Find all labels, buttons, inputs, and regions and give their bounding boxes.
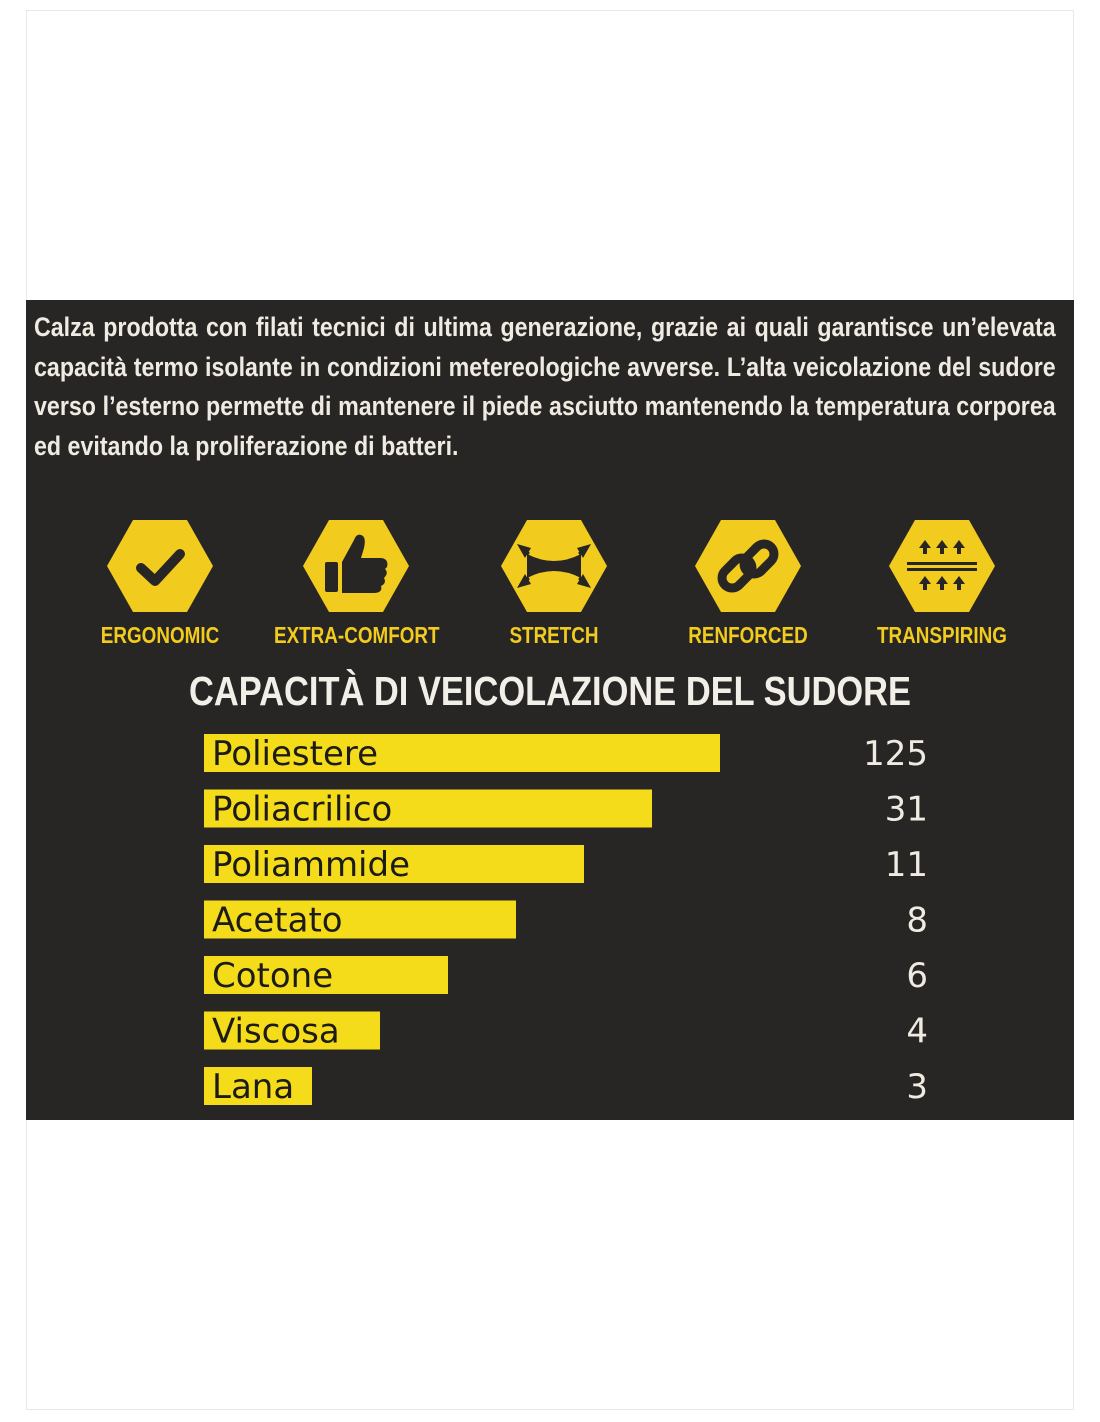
category-label: Acetato bbox=[212, 900, 343, 941]
category-label: Poliestere bbox=[212, 734, 379, 774]
feature-extra-comfort bbox=[256, 518, 456, 658]
feature-renforced bbox=[648, 518, 848, 658]
value-label: 4 bbox=[906, 1011, 928, 1052]
value-label: 31 bbox=[884, 789, 928, 830]
feature-transpiring bbox=[842, 518, 1042, 658]
value-label: 6 bbox=[906, 956, 928, 996]
feature-label: ERGONOMIC bbox=[100, 622, 220, 648]
value-label: 8 bbox=[906, 900, 928, 941]
feature-label: TRANSPIRING bbox=[877, 622, 1007, 648]
bar-chart bbox=[26, 720, 1074, 1120]
product-info-panel bbox=[26, 300, 1074, 1120]
category-label: Viscosa bbox=[212, 1011, 340, 1052]
feature-ergonomic bbox=[60, 518, 260, 658]
feature-stretch bbox=[454, 518, 654, 658]
checkmark-icon bbox=[105, 518, 215, 614]
chain-link-icon bbox=[693, 518, 803, 614]
transpiring-arrows-icon bbox=[887, 518, 997, 614]
feature-label: RENFORCED bbox=[688, 622, 808, 648]
product-description: Calza prodotta con filati tecnici di ultima generazione, grazie ai quali garantisce un’elevata capacità termo isolante in condizioni metereologiche avverse. L’alta veicolazione del sudore verso l’esterno permette di mantenere il piede asciutto mantenendo la temperatura corporea ed evitando la proliferazione di batteri. bbox=[34, 312, 1056, 461]
stretch-arrows-icon bbox=[499, 518, 609, 614]
feature-label: EXTRA-COMFORT bbox=[274, 622, 440, 648]
thumbs-up-icon bbox=[301, 518, 411, 614]
category-label: Cotone bbox=[212, 956, 334, 996]
category-label: Lana bbox=[212, 1067, 295, 1107]
feature-icons-row bbox=[26, 518, 1074, 658]
value-label: 3 bbox=[906, 1067, 928, 1107]
value-label: 125 bbox=[863, 734, 928, 774]
feature-label: STRETCH bbox=[509, 622, 599, 648]
chart-title: CAPACITÀ DI VEICOLAZIONE DEL SUDORE bbox=[188, 668, 912, 714]
category-label: Poliacrilico bbox=[212, 789, 393, 830]
category-label: Poliammide bbox=[212, 845, 411, 885]
value-label: 11 bbox=[884, 845, 928, 885]
